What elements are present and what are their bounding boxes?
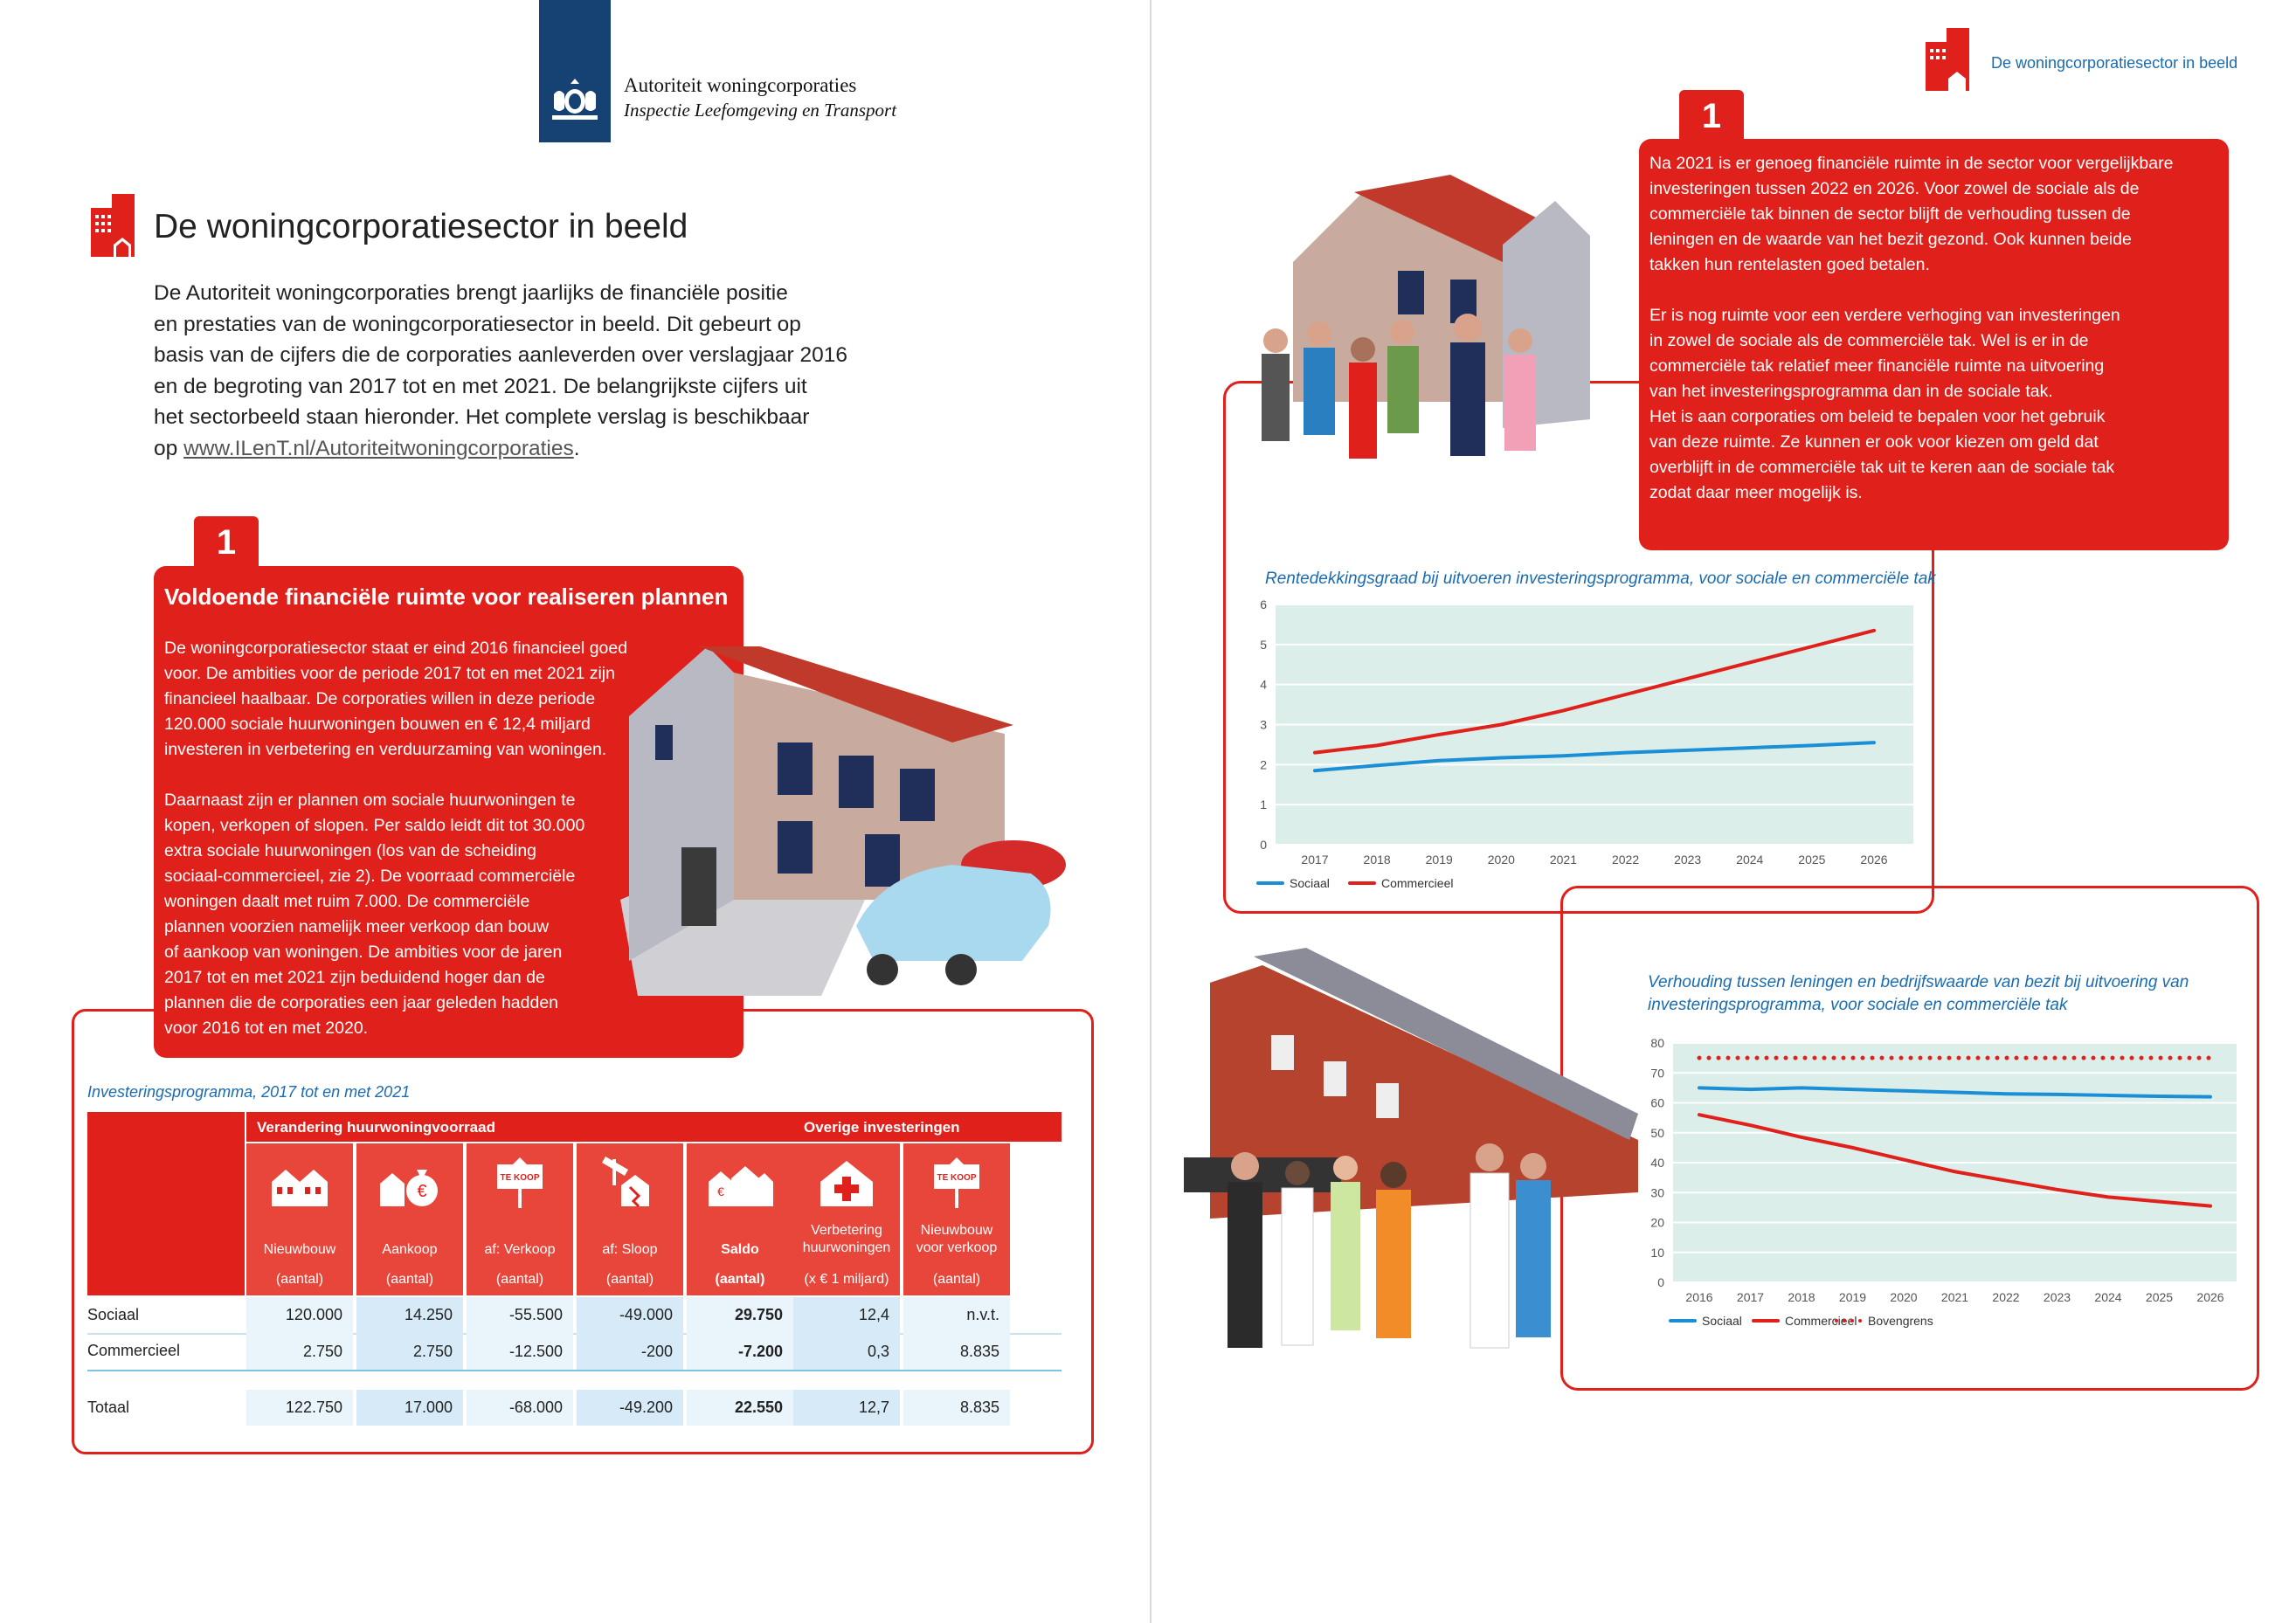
intro-line: De Autoriteit woningcorporaties brengt jaarlijks de financiële positie <box>154 281 788 305</box>
column-unit: (aantal) <box>385 1272 434 1287</box>
text-line: kopen, verkopen of slopen. Per saldo leidt dit tot 30.000 <box>164 816 585 835</box>
table-cell: 2.750 <box>246 1333 353 1370</box>
text-line: Het is aan corporaties om beleid te bepalen voor het gebruik <box>1649 407 2106 426</box>
table-cell: -12.500 <box>467 1333 573 1370</box>
table-group-header <box>793 1112 1062 1142</box>
text-line: leningen en de waarde van het bezit gezond. Ook kunnen beide <box>1649 230 2132 249</box>
svg-text:€: € <box>417 1182 427 1201</box>
people-houses-illustration <box>1241 140 1608 542</box>
section2-text <box>1649 151 2217 506</box>
column-unit: (x € 1 miljard) <box>804 1272 889 1287</box>
x-tick-label: 2018 <box>1363 853 1391 867</box>
table-corner <box>87 1112 245 1295</box>
column-unit: (aantal) <box>932 1272 981 1287</box>
table-row <box>87 1333 1062 1370</box>
y-tick-label: 1 <box>1260 798 1267 812</box>
text-line: of aankoop van woningen. De ambities voor de jaren <box>164 943 563 962</box>
text-line: sociaal-commercieel, zie 2). De voorraad commerciële <box>164 867 576 886</box>
text-line: 120.000 sociale huurwoningen bouwen en € 12,4 miljard <box>164 715 591 734</box>
x-tick-label: 2022 <box>1611 853 1640 867</box>
x-tick-label: 2022 <box>1992 1290 2020 1304</box>
table-cell: 17.000 <box>356 1390 463 1426</box>
x-tick-label: 2026 <box>1860 853 1888 867</box>
column-header <box>246 1143 353 1295</box>
text-line: plannen die de corporaties een jaar geleden hadden <box>164 993 559 1012</box>
x-tick-label: 2024 <box>2094 1290 2122 1304</box>
x-tick-label: 2025 <box>2145 1290 2174 1304</box>
section1-text <box>164 636 654 1041</box>
chart2-loan-to-value <box>1642 1029 2245 1335</box>
text-line: in zowel de sociale als de commerciële tak. Wel is er in de <box>1649 331 2089 350</box>
column-header <box>467 1143 573 1295</box>
column-label: Aankoop <box>382 1242 438 1257</box>
column-header <box>687 1143 793 1295</box>
x-tick-label: 2019 <box>1838 1290 1867 1304</box>
y-tick-label: 4 <box>1260 677 1267 692</box>
y-tick-label: 3 <box>1260 717 1267 732</box>
x-tick-label: 2018 <box>1788 1290 1815 1304</box>
table-row <box>87 1390 1062 1426</box>
intro-line: en prestaties van de woningcorporatiesector in beeld. Dit gebeurt op <box>154 312 801 336</box>
text-line: commerciële tak binnen de sector blijft de verhouding tussen de <box>1649 204 2131 224</box>
text-line: De woningcorporatiesector staat er eind 2016 financieel goed <box>164 639 628 658</box>
column-label: Saldo <box>721 1242 759 1257</box>
column-unit: (aantal) <box>605 1272 654 1287</box>
x-tick-label: 2021 <box>1549 853 1578 867</box>
page-title: De woningcorporatiesector in beeld <box>154 208 688 245</box>
text-line: Na 2021 is er genoeg financiële ruimte in de sector voor vergelijkbare <box>1649 154 2174 173</box>
x-tick-label: 2023 <box>2043 1290 2071 1304</box>
for-sale-sign-icon <box>485 1156 555 1210</box>
report-link[interactable]: www.ILenT.nl/Autoriteitwoningcorporaties <box>183 436 574 460</box>
chart2-title: Verhouding tussen leningen en bedrijfswaarde van bezit bij uitvoering van investeringsprogramma, voor sociale en commerciële tak <box>1648 973 2189 1014</box>
table-cell: 122.750 <box>246 1390 353 1426</box>
text-line: commerciële tak relatief meer financiële ruimte na uitvoering <box>1649 356 2105 376</box>
demolition-icon <box>595 1156 665 1210</box>
table-cell: 12,7 <box>793 1390 900 1426</box>
text-line: voor. De ambities voor de periode 2017 tot en met 2021 zijn <box>164 664 615 683</box>
legend-label: Sociaal <box>1702 1314 1742 1328</box>
column-header <box>356 1143 463 1295</box>
investment-table <box>87 1112 1062 1426</box>
x-tick-label: 2020 <box>1487 853 1515 867</box>
row-label: Sociaal <box>87 1306 140 1323</box>
text-line: Er is nog ruimte voor een verdere verhoging van investeringen <box>1649 306 2120 325</box>
column-label: af: Sloop <box>602 1242 658 1257</box>
svg-text:TE KOOP: TE KOOP <box>937 1173 977 1183</box>
table-cell: 22.550 <box>687 1390 793 1426</box>
y-tick-label: 10 <box>1650 1245 1664 1260</box>
column-label: Verbetering huurwoningen <box>802 1223 891 1255</box>
text-line: zodat daar meer mogelijk is. <box>1649 483 1863 502</box>
table-cell: 120.000 <box>246 1297 353 1333</box>
org-name: Autoriteit woningcorporaties <box>624 74 857 96</box>
building-icon <box>1922 24 1971 91</box>
legend-label: Commercieel <box>1381 876 1454 890</box>
table-cell: 0,3 <box>793 1333 900 1370</box>
y-tick-label: 20 <box>1650 1215 1664 1230</box>
legend-label: Sociaal <box>1290 876 1330 890</box>
legend-label: Bovengrens <box>1868 1314 1933 1328</box>
text-line: van deze ruimte. Ze kunnen er ook voor kiezen om geld dat <box>1649 432 2099 452</box>
y-tick-label: 0 <box>1260 838 1267 852</box>
intro-line: en de begroting van 2017 tot en met 2021. De belangrijkste cijfers uit <box>154 374 807 398</box>
x-tick-label: 2016 <box>1685 1290 1713 1304</box>
x-tick-label: 2025 <box>1798 853 1826 867</box>
y-tick-label: 30 <box>1650 1185 1664 1200</box>
column-unit: (aantal) <box>275 1272 324 1287</box>
org-subtitle: Inspectie Leefomgeving en Transport <box>624 100 897 121</box>
table-cell: -68.000 <box>467 1390 573 1426</box>
y-tick-label: 0 <box>1657 1275 1664 1289</box>
running-header: De woningcorporatiesector in beeld <box>1991 54 2238 72</box>
table-cell: -49.000 <box>577 1297 683 1333</box>
x-tick-label: 2017 <box>1736 1290 1765 1304</box>
intro-text: op <box>154 436 184 460</box>
x-tick-label: 2026 <box>2196 1290 2224 1304</box>
legend-label: Commercieel <box>1785 1314 1857 1328</box>
intro-line <box>154 433 853 465</box>
column-label: Nieuwbouw <box>263 1242 336 1257</box>
table-cell: -55.500 <box>467 1297 573 1333</box>
row-divider <box>87 1426 1062 1427</box>
column-unit: (aantal) <box>495 1272 544 1287</box>
y-tick-label: 2 <box>1260 757 1267 772</box>
section1-title: Voldoende financiële ruimte voor realiseren plannen <box>164 584 729 610</box>
row-label: Totaal <box>87 1399 130 1416</box>
column-label: af: Verkoop <box>484 1242 556 1257</box>
y-tick-label: 60 <box>1650 1095 1664 1110</box>
text-line: plannen voorzien namelijk meer verkoop dan bouw <box>164 917 550 936</box>
y-tick-label: 40 <box>1650 1156 1664 1170</box>
section2-box <box>1639 139 2229 550</box>
group-label: Overige investeringen <box>804 1119 960 1136</box>
text-line: extra sociale huurwoningen (los van de scheiding <box>164 841 537 860</box>
y-tick-label: 6 <box>1260 597 1267 611</box>
text-line: voor 2016 tot en met 2020. <box>164 1019 369 1038</box>
row-divider <box>87 1370 1062 1371</box>
y-tick-label: 50 <box>1650 1125 1664 1140</box>
text-line: takken hun rentelasten goed betalen. <box>1649 255 1930 274</box>
chart1-title: Rentedekkingsgraad bij uitvoeren investeringsprogramma, voor sociale en commerciële tak <box>1265 570 1936 588</box>
column-header <box>793 1143 900 1295</box>
x-tick-label: 2021 <box>1940 1290 1969 1304</box>
chart1-interest-coverage <box>1241 594 1922 900</box>
text-line: Daarnaast zijn er plannen om sociale huurwoningen te <box>164 791 576 810</box>
row-label: Commercieel <box>87 1342 181 1359</box>
x-tick-label: 2017 <box>1301 853 1329 867</box>
table-cell: 12,4 <box>793 1297 900 1333</box>
x-tick-label: 2023 <box>1674 853 1702 867</box>
column-unit: (aantal) <box>715 1272 765 1287</box>
text-line: van het investeringsprogramma dan in de sociale tak. <box>1649 382 2053 401</box>
x-tick-label: 2024 <box>1736 853 1764 867</box>
column-header <box>577 1143 683 1295</box>
house-plus-icon <box>812 1156 882 1210</box>
y-tick-label: 70 <box>1650 1066 1664 1081</box>
table-cell: 8.835 <box>903 1390 1010 1426</box>
table-cell: 8.835 <box>903 1333 1010 1370</box>
text-line: overblijft in de commerciële tak uit te keren aan de sociale tak <box>1649 458 2115 477</box>
table-cell: 2.750 <box>356 1333 463 1370</box>
x-tick-label: 2020 <box>1890 1290 1918 1304</box>
page-spine <box>1150 0 1151 1623</box>
building-icon <box>87 190 136 257</box>
for-sale-sign-icon <box>922 1156 992 1210</box>
text-line: 2017 tot en met 2021 zijn beduidend hoger dan de <box>164 968 545 987</box>
text-line: financieel haalbaar. De corporaties willen in deze periode <box>164 689 596 708</box>
section-number-badge: 1 <box>194 516 259 569</box>
table-cell: 29.750 <box>687 1297 793 1333</box>
intro-line: basis van de cijfers die de corporaties aanleverden over verslagjaar 2016 <box>154 343 847 367</box>
table-row <box>87 1297 1062 1333</box>
column-label: Nieuwbouw voor verkoop <box>916 1223 998 1255</box>
text-line: investeringen tussen 2022 en 2026. Voor zowel de sociale als de <box>1649 179 2140 198</box>
y-tick-label: 80 <box>1650 1036 1664 1050</box>
table-cell: n.v.t. <box>903 1297 1010 1333</box>
table-cell: -7.200 <box>687 1333 793 1370</box>
table-cell: -49.200 <box>577 1390 683 1426</box>
houses-cars-illustration <box>603 611 1118 996</box>
table-caption: Investeringsprogramma, 2017 tot en met 2021 <box>87 1083 411 1101</box>
y-tick-label: 5 <box>1260 637 1267 652</box>
section-number-badge: 1 <box>1679 90 1744 142</box>
group-label: Verandering huurwoningvoorraad <box>257 1119 495 1136</box>
intro-text: . <box>573 436 580 460</box>
intro-paragraph <box>154 278 853 464</box>
crest-icon <box>547 75 603 122</box>
money-bag-houses-icon <box>375 1156 445 1210</box>
houses-icon <box>265 1156 335 1210</box>
intro-line: het sectorbeeld staan hieronder. Het complete verslag is beschikbaar <box>154 405 810 429</box>
table-group-header <box>246 1112 875 1142</box>
text-line: investeren in verbetering en verduurzaming van woningen. <box>164 740 607 759</box>
table-cell: -200 <box>577 1333 683 1370</box>
svg-text:TE KOOP: TE KOOP <box>500 1173 540 1183</box>
text-line: woningen daalt met ruim 7.000. De commerciële <box>164 892 530 911</box>
table-cell: 14.250 <box>356 1297 463 1333</box>
svg-text:€: € <box>717 1184 724 1198</box>
euro-houses-icon <box>705 1156 775 1210</box>
column-header <box>903 1143 1010 1295</box>
rowhouses-people-illustration <box>1184 930 1638 1376</box>
x-tick-label: 2019 <box>1425 853 1453 867</box>
